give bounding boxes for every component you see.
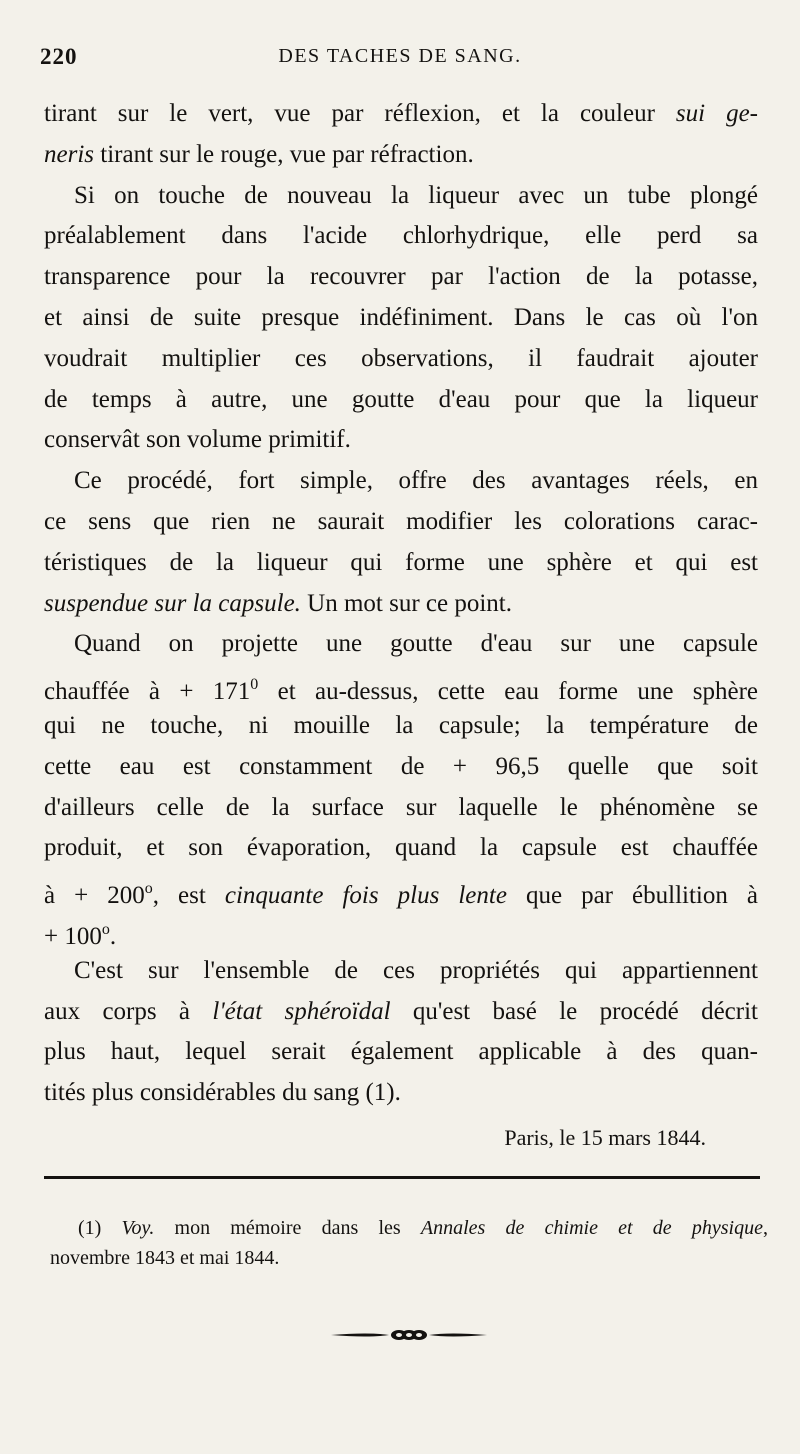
text-line xyxy=(44,951,758,992)
text-segment: Un mot sur ce point. xyxy=(300,589,513,617)
text-segment: produit, et son évaporation, quand la capsule est chauffée xyxy=(44,834,758,862)
text-line xyxy=(44,992,758,1033)
text-line xyxy=(44,788,758,829)
text-line xyxy=(44,910,758,951)
text-line xyxy=(44,461,758,502)
text-line xyxy=(44,828,758,869)
text-line xyxy=(44,135,758,176)
text-line xyxy=(44,94,758,135)
italic-text: cinquante fois plus lente xyxy=(224,882,507,910)
text-line xyxy=(44,706,758,747)
superscript-text: 0 xyxy=(250,676,259,694)
text-segment: Ce procédé, fort simple, offre des avantages réels, en xyxy=(74,467,758,495)
text-line xyxy=(44,298,758,339)
footnote-line xyxy=(50,1213,768,1243)
text-segment: + 100 xyxy=(44,922,102,950)
text-segment: cette eau est constamment de + 96,5 quelle que soit xyxy=(44,752,758,780)
page-number: 220 xyxy=(40,44,78,69)
footnote-line xyxy=(50,1243,768,1273)
fleuron-ornament-icon xyxy=(329,1325,489,1345)
footnote-rule xyxy=(44,1176,760,1179)
text-line xyxy=(44,216,758,257)
text-line xyxy=(44,747,758,788)
text-segment: tirant sur le rouge, vue par réfraction. xyxy=(94,140,474,168)
superscript-text: o xyxy=(101,920,110,938)
footnote xyxy=(50,1213,768,1273)
text-segment: que par ébullition à xyxy=(506,882,758,910)
text-line xyxy=(44,1032,758,1073)
text-segment: qui ne touche, ni mouille la capsule; la température de xyxy=(44,711,758,739)
text-segment: plus haut, lequel serait également applicable à des quan- xyxy=(44,1038,758,1066)
text-segment: Quand on projette une goutte d'eau sur une capsule xyxy=(74,630,758,658)
text-line xyxy=(44,502,758,543)
body-text xyxy=(44,94,758,1159)
text-segment: de temps à autre, une goutte d'eau pour que la liqueur xyxy=(44,385,758,413)
italic-text: neris xyxy=(44,140,94,168)
text-segment: téristiques de la liqueur qui forme une sphère et qui est xyxy=(44,548,758,576)
text-segment: tités plus considérables du sang (1). xyxy=(44,1079,401,1107)
running-title: DES TACHES DE SANG. xyxy=(278,45,522,67)
signature-line: Paris, le 15 mars 1844. xyxy=(504,1124,706,1150)
text-line xyxy=(44,869,758,910)
italic-text: Voy. xyxy=(121,1217,155,1239)
text-line xyxy=(44,176,758,217)
text-segment: d'ailleurs celle de la surface sur laquelle le phénomène se xyxy=(44,793,758,821)
text-line xyxy=(44,1073,758,1114)
text-segment: (1) xyxy=(78,1217,122,1239)
text-line xyxy=(44,420,758,461)
italic-text: suspendue sur la capsule. xyxy=(44,589,301,617)
italic-text: sui ge- xyxy=(675,100,758,127)
text-line xyxy=(44,665,758,706)
text-line xyxy=(44,543,758,584)
text-segment: novembre 1843 et mai 1844. xyxy=(50,1247,280,1269)
text-segment: et au-dessus, cette eau forme une sphère xyxy=(258,678,759,706)
text-segment: . xyxy=(109,922,117,950)
superscript-text: o xyxy=(144,880,153,898)
text-segment: et ainsi de suite presque indéfiniment. Dans le cas où l'on xyxy=(44,303,758,331)
text-segment: chauffée à + 171 xyxy=(44,678,251,706)
text-line xyxy=(44,257,758,298)
text-segment: Si on touche de nouveau la liqueur avec un tube plongé xyxy=(74,181,758,209)
text-line xyxy=(44,584,758,625)
text-segment: ce sens que rien ne saurait modifier les colorations carac- xyxy=(44,507,758,535)
text-segment: tirant sur le vert, vue par réflexion, et la couleur xyxy=(44,100,676,127)
text-segment: mon mémoire dans les xyxy=(154,1217,421,1239)
text-segment: à + 200 xyxy=(44,882,145,910)
text-segment: conservât son volume primitif. xyxy=(44,426,351,454)
text-line xyxy=(44,380,758,421)
running-head xyxy=(0,44,800,80)
italic-text: l'état sphéroïdal xyxy=(212,997,391,1025)
text-segment: C'est sur l'ensemble de ces propriétés qui appartiennent xyxy=(74,956,758,984)
text-segment: aux corps à xyxy=(44,997,213,1025)
text-segment: qu'est basé le procédé décrit xyxy=(390,997,758,1025)
italic-text: Annales de chimie et de physique xyxy=(420,1217,763,1239)
text-segment: , est xyxy=(152,882,225,910)
text-segment: , xyxy=(763,1217,768,1239)
text-segment: voudrait multiplier ces observations, il faudrait ajouter xyxy=(44,344,758,372)
text-segment: transparence pour la recouvrer par l'action de la potasse, xyxy=(44,263,758,291)
text-line xyxy=(44,339,758,380)
text-segment: préalablement dans l'acide chlorhydrique, elle perd sa xyxy=(44,222,758,250)
text-line xyxy=(44,624,758,665)
